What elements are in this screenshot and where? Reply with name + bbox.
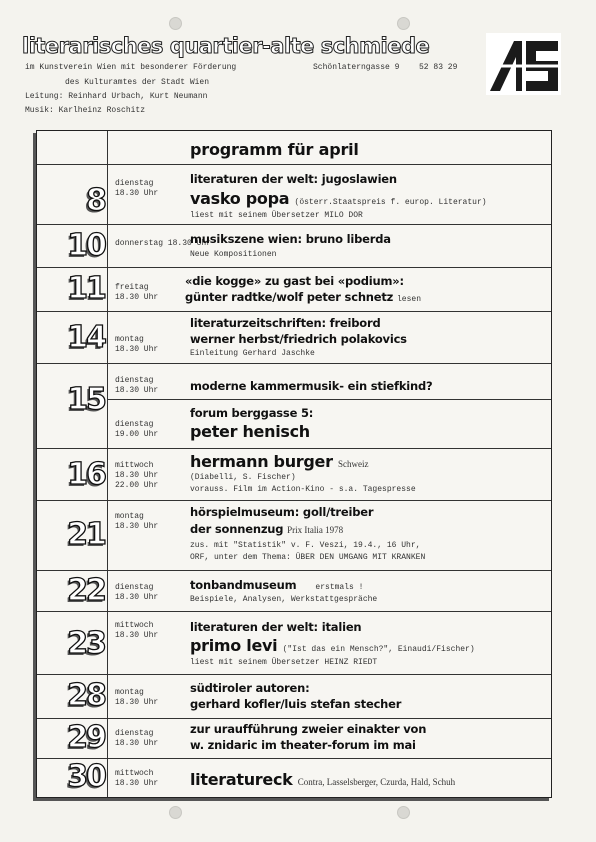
event-title — [185, 290, 421, 304]
weekday-time: freitag 18.30 Uhr — [115, 283, 159, 302]
program-title: programm für april — [190, 140, 359, 159]
event-author: hermann burger — [190, 452, 333, 471]
event-author: peter henisch — [190, 422, 310, 441]
day-number: 28 — [67, 678, 105, 713]
weekday-time: dienstag 18.30 Uhr — [115, 376, 159, 395]
weekday-time: montag 18.30 Uhr — [115, 335, 159, 354]
event-detail: liest mit seinem Übersetzer MILO DOR — [190, 211, 363, 220]
event-row-28 — [37, 674, 551, 718]
event-series: musikszene wien: bruno liberda — [190, 232, 391, 246]
day-number: 16 — [67, 457, 105, 492]
event-series: «die kogge» zu gast bei «podium»: — [185, 274, 404, 288]
event-detail: zus. mit "Statistik" v. F. Veszi, 19.4., 16 Uhr, — [190, 541, 421, 550]
event-detail: vorauss. Film im Action-Kino - s.a. Tagespresse — [190, 485, 416, 494]
event-title: zur uraufführung zweier einakter von — [190, 722, 427, 736]
event-note: ("Ist das ein Mensch?", Einaudi/Fischer) — [282, 645, 475, 654]
event-series: literaturen der welt: jugoslawien — [190, 172, 397, 186]
punch-hole — [397, 17, 410, 30]
event-series: tonbandmuseum — [190, 578, 297, 592]
event-series: literatureck — [190, 770, 293, 789]
event-note: Contra, Lasselsberger, Czurda, Hald, Schuh — [297, 777, 456, 787]
punch-hole — [397, 806, 410, 819]
day-number: 22 — [67, 573, 105, 608]
event-note: Schweiz — [337, 459, 369, 469]
weekday-time: mittwoch 18.30 Uhr — [115, 769, 159, 788]
event-series: literaturen der welt: italien — [190, 620, 362, 634]
event-subtitle: w. znidaric im theater-forum im mai — [190, 738, 416, 752]
event-series: südtiroler autoren: — [190, 681, 310, 695]
day-number: 10 — [67, 228, 105, 263]
punch-hole — [169, 806, 182, 819]
event-author: günter radtke/wolf peter schnetz — [185, 290, 394, 304]
event-row-22 — [37, 570, 551, 611]
event-title: moderne kammermusik- ein stiefkind? — [190, 379, 433, 393]
event-row-11 — [37, 267, 551, 311]
event-row-14 — [37, 311, 551, 363]
weekday-time: mittwoch 18.30 Uhr 22.00 Uhr — [115, 461, 159, 490]
page-title: literarisches quartier-alte schmiede — [22, 34, 430, 58]
weekday-time: montag 18.30 Uhr — [115, 512, 159, 531]
event-title — [190, 189, 487, 208]
header-line-2: des Kulturamtes der Stadt Wien — [65, 78, 210, 87]
punch-hole — [169, 17, 182, 30]
event-detail: Beispiele, Analysen, Werkstattgespräche — [190, 595, 378, 604]
event-detail: Neue Kompositionen — [190, 250, 277, 259]
header-line-3: Leitung: Reinhard Urbach, Kurt Neumann — [25, 92, 208, 101]
event-note: Prix Italia 1978 — [287, 525, 344, 535]
event-row-23 — [37, 611, 551, 674]
event-row-29 — [37, 718, 551, 758]
event-detail: liest mit seinem Übersetzer HEINZ RIEDT — [190, 658, 378, 667]
event-note: (österr.Staatspreis f. europ. Literatur) — [294, 198, 487, 207]
day-number: 8 — [86, 183, 105, 218]
event-row-8 — [37, 164, 551, 224]
header-address: Schönlaterngasse 9 — [313, 63, 400, 72]
as-logo — [486, 33, 561, 95]
weekday-time: dienstag 18.30 Uhr — [115, 729, 159, 748]
day-number: 21 — [67, 517, 105, 552]
weekday-time: dienstag 19.00 Uhr — [115, 420, 159, 439]
header-phone: 52 83 29 — [419, 63, 458, 72]
event-title — [190, 636, 475, 655]
weekday-time: montag 18.30 Uhr — [115, 688, 159, 707]
event-authors: gerhard kofler/luis stefan stecher — [190, 697, 402, 711]
event-series: forum berggasse 5: — [190, 406, 314, 420]
day-number: 14 — [67, 320, 105, 355]
program-table — [36, 130, 552, 798]
event-work: der sonnenzug — [190, 522, 284, 536]
day-number: 15 — [67, 382, 105, 417]
event-title — [190, 452, 368, 471]
event-title — [190, 578, 363, 592]
event-row-15 — [37, 363, 551, 448]
event-authors: werner herbst/friedrich polakovics — [190, 332, 407, 346]
event-detail: (Diabelli, S. Fischer) — [190, 473, 296, 482]
weekday-time: dienstag 18.30 Uhr — [115, 583, 159, 602]
header-line-4: Musik: Karlheinz Roschitz — [25, 106, 146, 115]
event-note: erstmals ! — [315, 583, 364, 592]
event-author: vasko popa — [190, 189, 290, 208]
event-detail: ORF, unter dem Thema: ÜBER DEN UMGANG MIT KRANKEN — [190, 553, 426, 562]
event-series: literaturzeitschriften: freibord — [190, 316, 381, 330]
event-note: lesen — [397, 295, 422, 304]
header-line-1: im Kunstverein Wien mit besonderer Förderung — [25, 63, 237, 72]
day-number: 29 — [67, 720, 105, 755]
event-series: hörspielmuseum: goll/treiber — [190, 505, 374, 519]
event-title — [190, 522, 343, 536]
day-number: 11 — [67, 271, 105, 306]
weekday-time: mittwoch 18.30 Uhr — [115, 621, 159, 640]
day-number: 30 — [67, 759, 105, 794]
weekday-time: donnerstag 18.30 Uhr — [115, 239, 212, 248]
event-row-21 — [37, 500, 551, 570]
event-row-10 — [37, 224, 551, 267]
event-row-16 — [37, 448, 551, 500]
event-author: primo levi — [190, 636, 278, 655]
weekday-time: dienstag 18.30 Uhr — [115, 179, 159, 198]
event-detail: Einleitung Gerhard Jaschke — [190, 349, 315, 358]
row-divider — [107, 399, 551, 400]
day-number: 23 — [67, 626, 105, 661]
event-title — [190, 770, 455, 789]
event-row-30 — [37, 758, 551, 797]
